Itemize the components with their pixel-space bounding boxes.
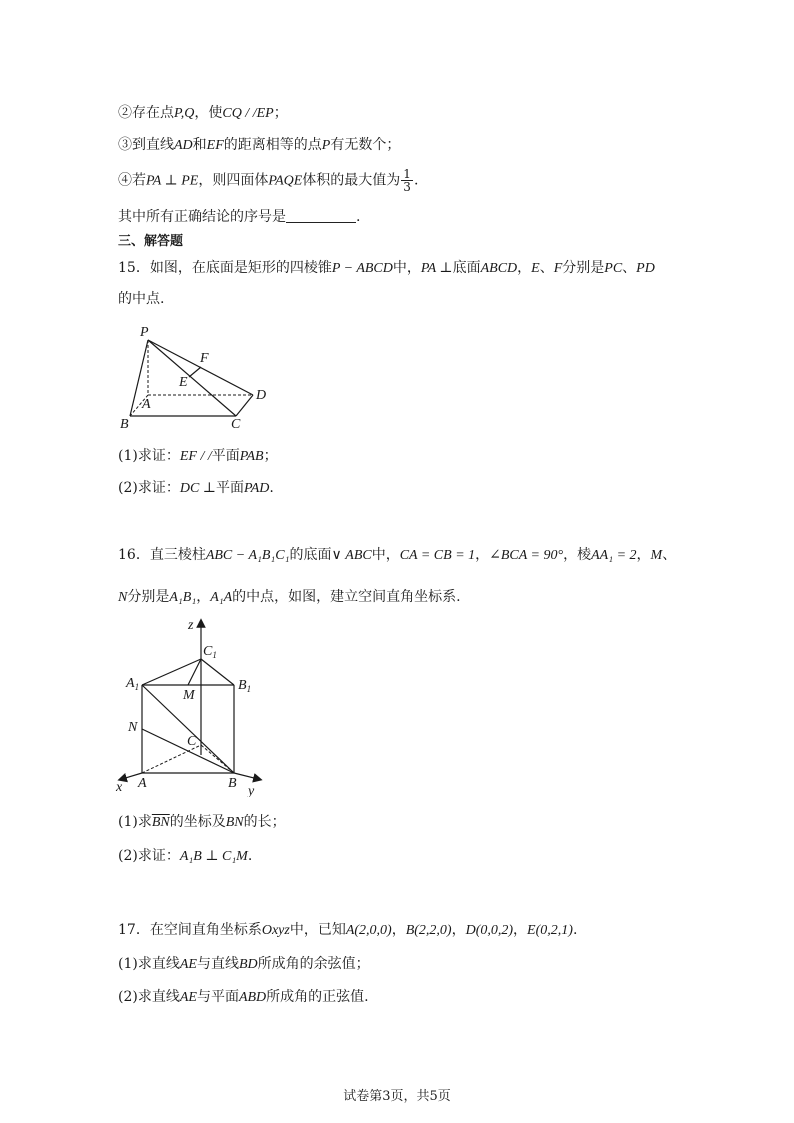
text: . xyxy=(269,480,274,496)
text: 、 xyxy=(622,260,637,276)
text: 与平面 xyxy=(196,989,239,1005)
label-B1-letter: B xyxy=(238,678,247,693)
label-y: y xyxy=(248,784,255,797)
text: 所成角的正弦值. xyxy=(266,989,369,1005)
text: ； xyxy=(263,448,278,464)
math: ABD xyxy=(238,990,267,1005)
text: 、 xyxy=(539,260,554,276)
text: 平面 xyxy=(211,448,240,464)
label-A1-letter: A xyxy=(126,676,135,691)
label-M: M xyxy=(183,688,195,703)
math: CQ / /EP xyxy=(222,106,274,121)
math: M xyxy=(650,548,663,563)
math: PD xyxy=(636,261,655,276)
p15-question-2 xyxy=(118,478,274,499)
text: ，则四面体 xyxy=(198,172,269,189)
edge-CD xyxy=(236,395,253,416)
label-z: z xyxy=(188,618,194,633)
label-C1 xyxy=(203,644,217,660)
text: 的中点，如图，建立空间直角坐标系. xyxy=(232,589,461,605)
edge-B1C1 xyxy=(201,659,234,685)
text: 中， xyxy=(371,547,400,563)
text: (2)求直线 xyxy=(118,989,180,1005)
denominator: 3 xyxy=(403,180,411,194)
math: BD xyxy=(238,957,258,972)
text: 的底面 xyxy=(289,547,332,563)
text: ， xyxy=(513,922,528,938)
p15-question-1 xyxy=(118,446,278,467)
math: ABC − A₁B₁C₁ xyxy=(205,548,290,563)
page-footer: 试卷第3页，共5页 xyxy=(343,1089,451,1104)
math: ABCD xyxy=(480,261,518,276)
label-A: A xyxy=(142,397,151,412)
label-C: C xyxy=(231,417,241,432)
text: ④若 xyxy=(118,172,146,189)
numerator: 1 xyxy=(403,167,411,181)
math: PC xyxy=(604,261,623,276)
text: 中， xyxy=(392,260,421,276)
math: Oxyz xyxy=(261,923,290,938)
math: AE xyxy=(179,990,197,1005)
text: 的距离相等的点 xyxy=(223,137,322,153)
fraction xyxy=(401,168,413,193)
text: ②存在点 xyxy=(118,105,174,121)
text: ③到直线 xyxy=(118,137,174,153)
text: 与直线 xyxy=(196,956,239,972)
text: ， xyxy=(451,922,466,938)
p15-line-1 xyxy=(118,258,655,279)
text: ，棱 xyxy=(563,547,592,563)
text: ， xyxy=(517,260,532,276)
p17-question-1 xyxy=(118,954,370,975)
p16-line-2 xyxy=(118,587,461,608)
text: 16．直三棱柱 xyxy=(118,547,206,563)
label-E: E xyxy=(179,375,188,390)
math: A₁B₁ xyxy=(169,590,197,605)
text: 的坐标及 xyxy=(169,814,226,830)
text: 平面 xyxy=(215,480,244,496)
p16-question-2 xyxy=(118,846,252,867)
text: 体积的最大值为 xyxy=(302,172,401,189)
text: (1)求证： xyxy=(118,448,180,464)
text: 分别是 xyxy=(562,260,605,276)
text: ， xyxy=(391,922,406,938)
math: P,Q xyxy=(174,106,195,121)
math: P xyxy=(321,138,331,153)
math: N xyxy=(118,590,128,605)
p17-line-1 xyxy=(118,920,577,941)
p16-line-1 xyxy=(118,545,676,566)
text: (1)求 xyxy=(118,814,152,830)
label-N: N xyxy=(128,720,138,735)
text: 的长； xyxy=(243,814,286,830)
p14-item-2 xyxy=(118,103,288,124)
math: A₁A xyxy=(210,590,233,605)
text: 17．在空间直角坐标系 xyxy=(118,922,262,938)
label-B: B xyxy=(228,776,237,791)
math: A₁B ⊥ C₁M xyxy=(179,849,248,864)
segment-C1M xyxy=(188,659,201,685)
math: E xyxy=(531,261,540,276)
text: ， xyxy=(475,547,490,563)
segment-EF xyxy=(189,367,201,377)
text: 所成角的余弦值； xyxy=(257,956,370,972)
label-A: A xyxy=(138,776,147,791)
label-A1 xyxy=(125,676,139,692)
math: E(0,2,1) xyxy=(527,923,573,938)
text: (2)求证： xyxy=(118,480,180,496)
text: ， xyxy=(636,547,651,563)
text: . xyxy=(413,172,419,189)
label-B: B xyxy=(120,417,129,432)
math: F xyxy=(553,261,563,276)
text: . xyxy=(247,848,253,864)
text: 15．如图，在底面是矩形的四棱锥 xyxy=(118,260,332,276)
text: 分别是 xyxy=(127,589,170,605)
text: 、 xyxy=(662,547,677,563)
label-F: F xyxy=(200,351,209,366)
math: BN xyxy=(225,815,244,830)
label-A1-sub: 1 xyxy=(134,682,140,692)
label-B1-sub: 1 xyxy=(246,684,252,694)
section-heading: 三、解答题 xyxy=(118,234,184,249)
math: A(2,0,0) xyxy=(345,923,392,938)
math: ∨ ABC xyxy=(331,548,372,563)
math: CA = CB = 1 xyxy=(399,548,476,563)
math: B(2,2,0) xyxy=(405,923,452,938)
label-x: x xyxy=(116,780,123,795)
p17-question-2 xyxy=(118,987,369,1008)
text: . xyxy=(356,209,361,225)
text: (1)求直线 xyxy=(118,956,180,972)
text: ， xyxy=(196,589,211,605)
p16-question-1 xyxy=(118,812,286,833)
math: P − ABCD xyxy=(331,261,393,276)
math: EF / / xyxy=(179,449,212,464)
text: 和 xyxy=(192,137,207,153)
text: 其中所有正确结论的序号是 xyxy=(118,209,286,225)
text: 中，已知 xyxy=(289,922,346,938)
p15-pyramid-figure xyxy=(110,320,280,432)
math: D(0,0,2) xyxy=(465,923,514,938)
p16-prism-figure xyxy=(110,615,280,797)
math: AD xyxy=(174,138,193,153)
axis-y xyxy=(234,773,258,779)
math: EF xyxy=(206,138,224,153)
math: DC ⊥ xyxy=(179,481,216,496)
math: PAB xyxy=(239,449,264,464)
text: (2)求证： xyxy=(118,848,180,864)
label-P: P xyxy=(140,325,149,340)
label-C1-sub: 1 xyxy=(212,650,217,660)
math: PAD xyxy=(243,481,270,496)
text: . xyxy=(572,922,578,938)
text: ，使 xyxy=(194,105,223,121)
text: 有无数个； xyxy=(330,137,401,153)
math: AE xyxy=(179,957,197,972)
math: PA ⊥ xyxy=(420,261,453,276)
label-D: D xyxy=(256,388,267,403)
label-B1 xyxy=(238,678,251,694)
text: ； xyxy=(273,105,288,121)
text: 底面 xyxy=(452,260,481,276)
p14-item-3 xyxy=(118,135,400,156)
vector-math: $\overline{BN}$ xyxy=(151,815,170,830)
edge-A1C1 xyxy=(142,659,201,685)
text: 的中点. xyxy=(118,291,165,307)
math: ∠BCA = 90° xyxy=(489,548,564,563)
answer-blank xyxy=(286,208,356,223)
edge-AC xyxy=(142,745,201,773)
p15-line-2 xyxy=(118,289,164,309)
math: PA ⊥ PE xyxy=(146,173,199,189)
section-title xyxy=(118,232,183,252)
math: AA₁ = 2 xyxy=(591,548,637,563)
p14-answer-line xyxy=(118,207,360,227)
edge-PC xyxy=(148,340,236,416)
p14-item-4 xyxy=(118,168,418,193)
math: PAQE xyxy=(268,173,303,189)
label-C1-letter: C xyxy=(203,644,213,659)
label-C: C xyxy=(187,734,197,749)
